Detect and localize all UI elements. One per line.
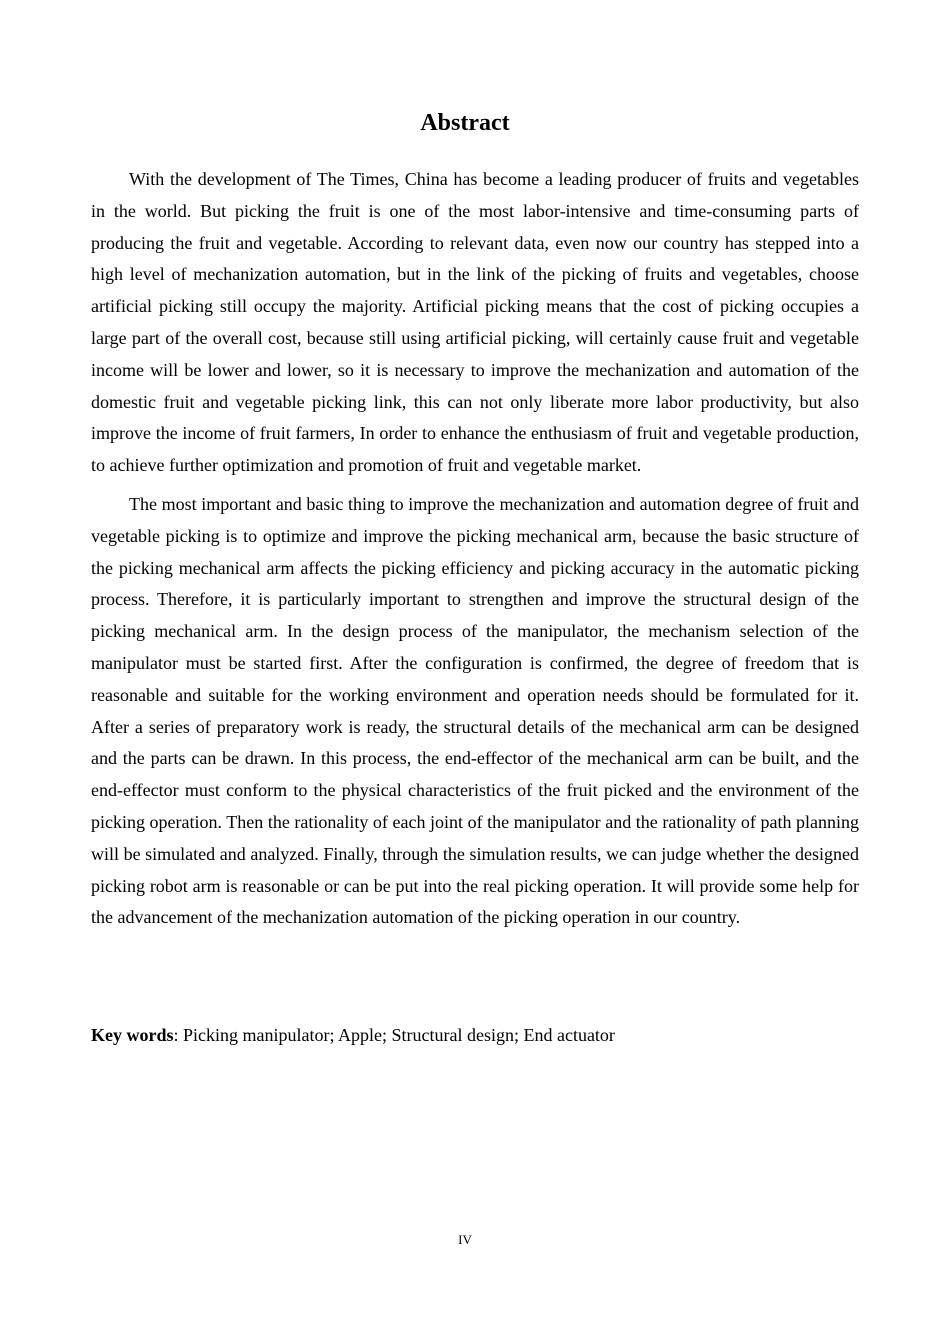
abstract-body <box>91 164 859 941</box>
keywords-line <box>91 1019 859 1051</box>
abstract-paragraph-1: With the development of The Times, China has become a leading producer of fruits and vegetables in the world. But picking the fruit is one of the most labor-intensive and time-consuming parts of producing the fruit and vegetable. According to relevant data, even now our country has stepped into a high level of mechanization automation, but in the link of the picking of fruits and vegetables, choose artificial picking still occupy the majority. Artificial picking means that the cost of picking occupies a large part of the overall cost, because still using artificial picking, will certainly cause fruit and vegetable income will be lower and lower, so it is necessary to improve the mechanization and automation of the domestic fruit and vegetable picking link, this can not only liberate more labor productivity, but also improve the income of fruit farmers, In order to enhance the enthusiasm of fruit and vegetable production, to achieve further optimization and promotion of fruit and vegetable market. <box>91 169 859 476</box>
page-number: IV <box>458 1232 472 1247</box>
keywords-separator: : <box>173 1025 184 1045</box>
keywords-label: Key words <box>91 1025 174 1045</box>
abstract-paragraph-2: The most important and basic thing to improve the mechanization and automation degree of fruit and vegetable picking is to optimize and improve the picking mechanical arm, because the basic structure of the picking mechanical arm affects the picking efficiency and picking accuracy in the automatic picking process. Therefore, it is particularly important to strengthen and improve the structural design of the picking mechanical arm. In the design process of the manipulator, the mechanism selection of the manipulator must be started first. After the configuration is confirmed, the degree of freedom that is reasonable and suitable for the working environment and operation needs should be formulated for it. After a series of preparatory work is ready, the structural details of the mechanical arm can be designed and the parts can be drawn. In this process, the end-effector of the mechanical arm can be built, and the end-effector must conform to the physical characteristics of the fruit picked and the environment of the picking operation. Then the rationality of each joint of the manipulator and the rationality of path planning will be simulated and analyzed. Finally, through the simulation results, we can judge whether the designed picking robot arm is reasonable or can be put into the real picking operation. It will provide some help for the advancement of the mechanization automation of the picking operation in our country. <box>91 493 859 928</box>
keywords-text: Picking manipulator; Apple; Structural design; End actuator <box>183 1025 615 1045</box>
abstract-title: Abstract <box>420 110 510 136</box>
